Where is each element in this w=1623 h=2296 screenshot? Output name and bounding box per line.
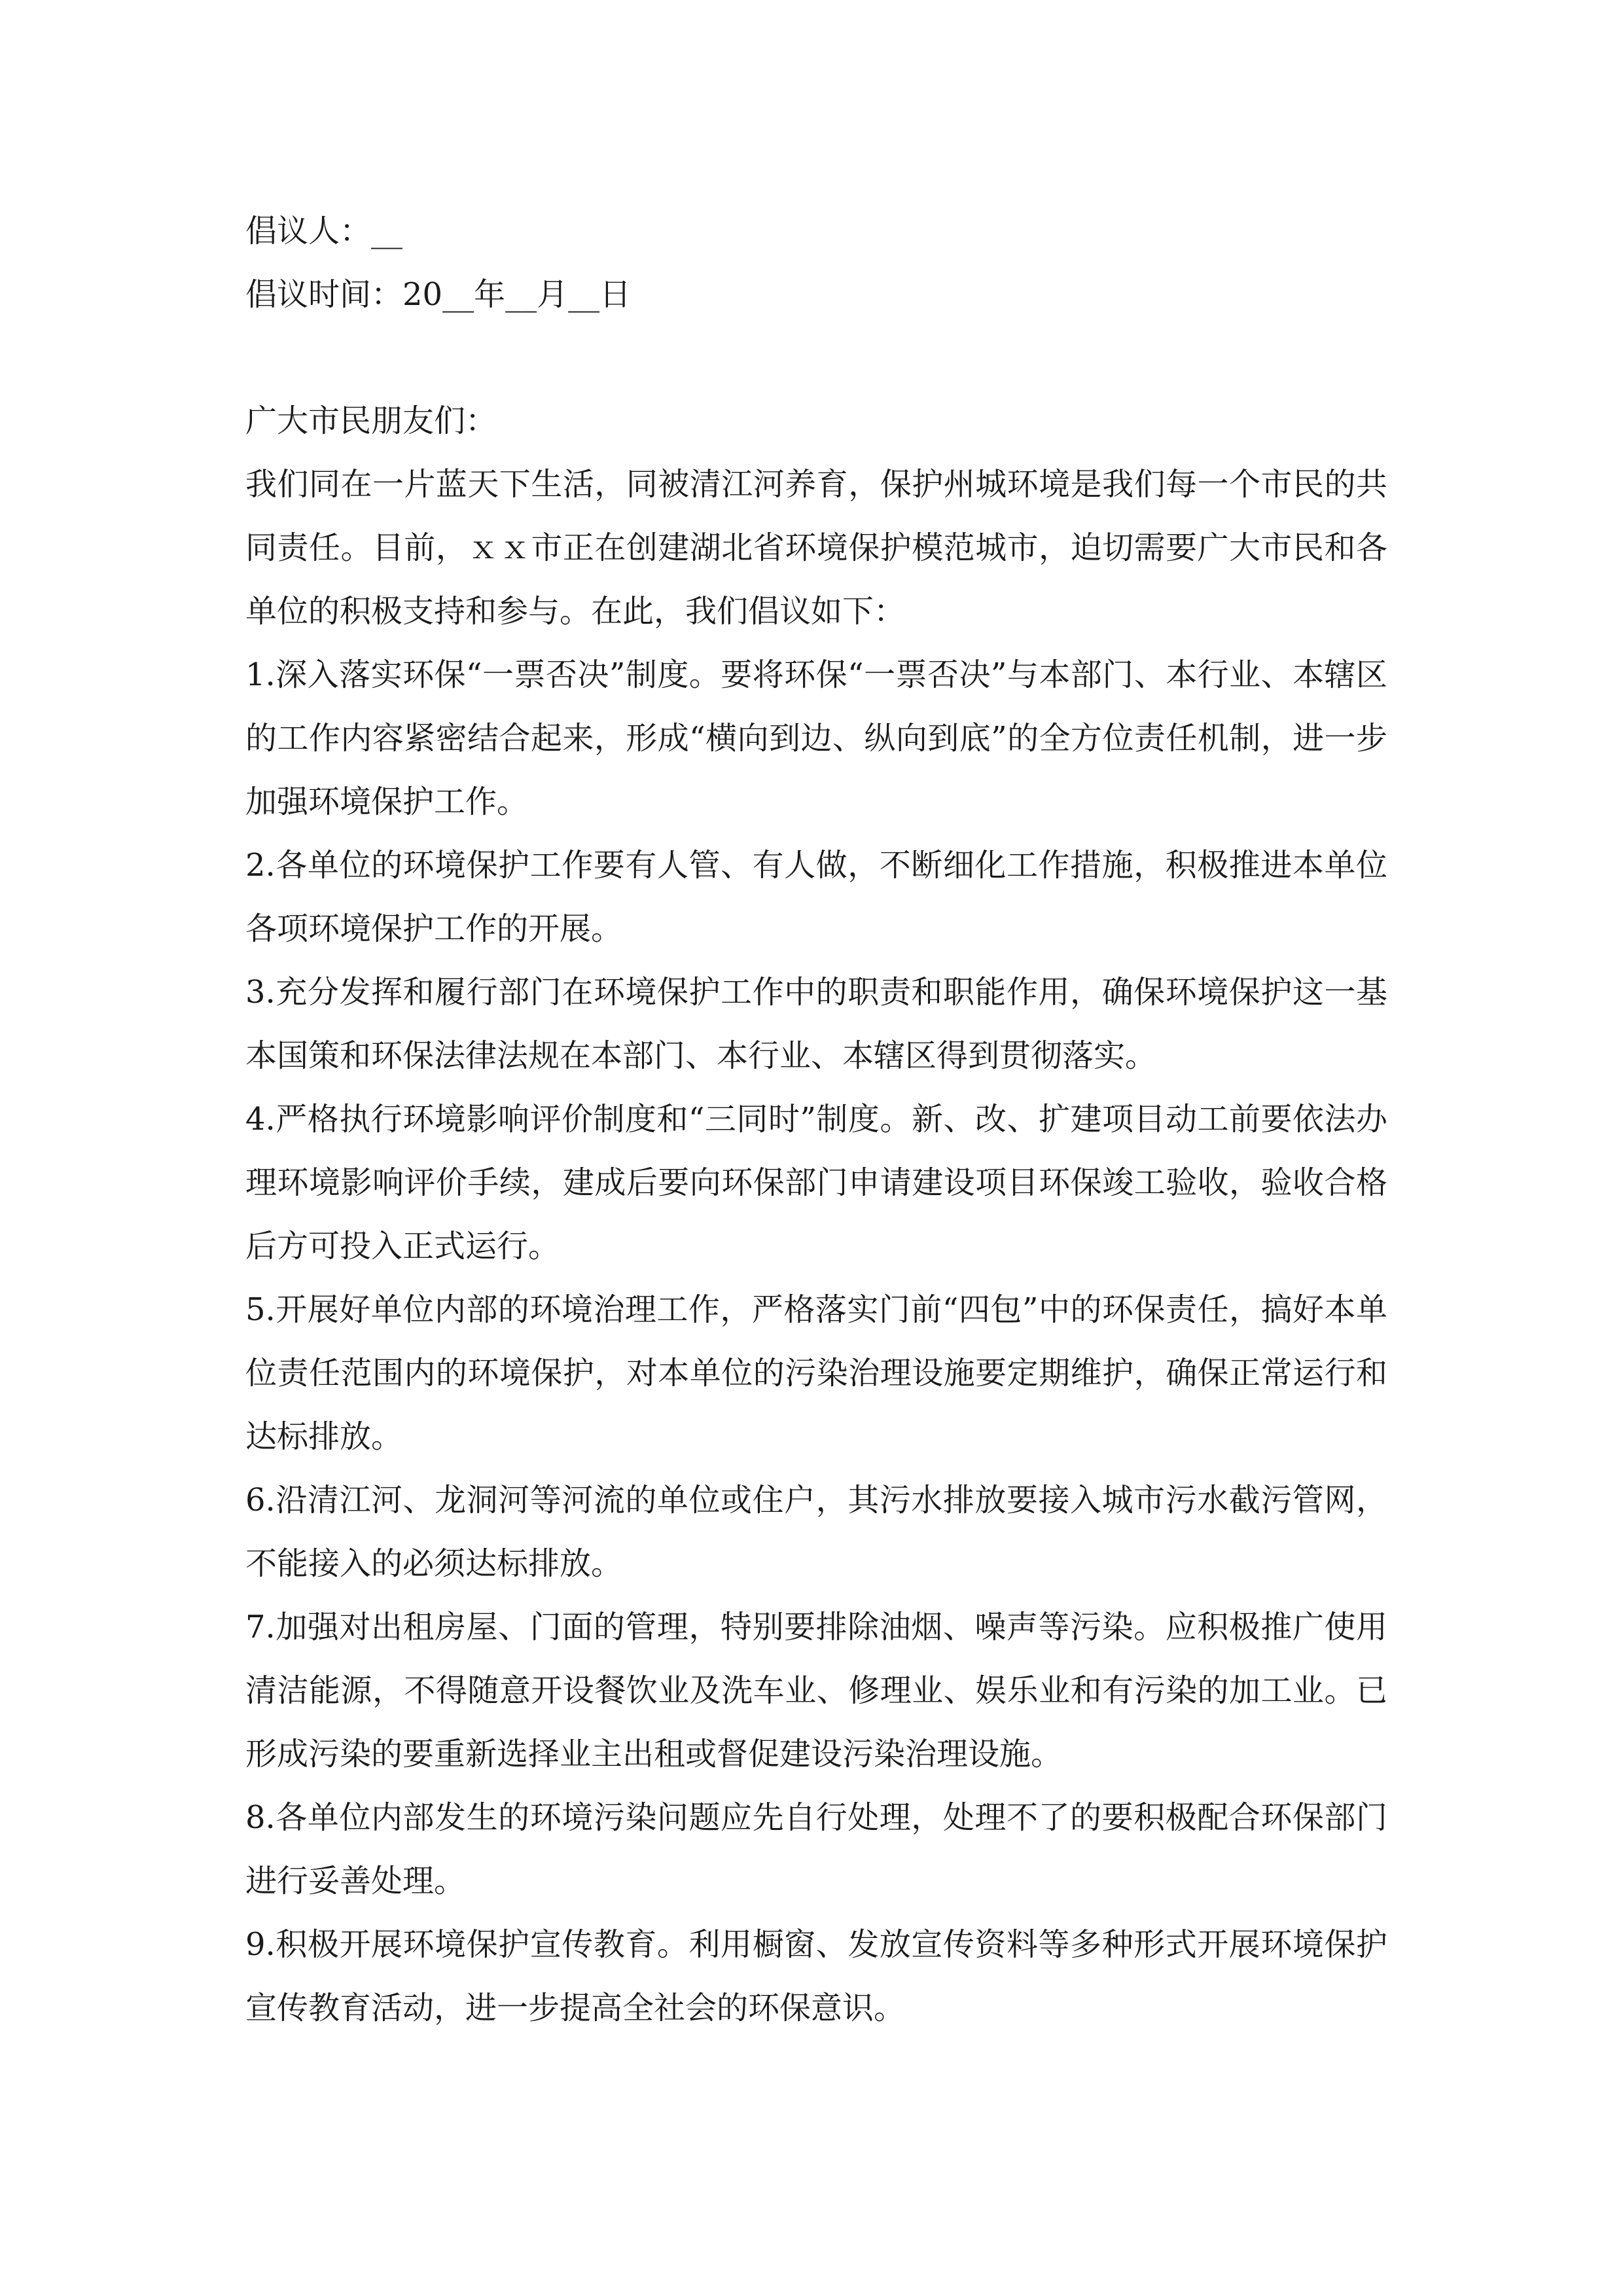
proposal-item-3: 3.充分发挥和履行部门在环境保护工作中的职责和职能作用，确保环境保护这一基本国策和环保法律法规在本部门、本行业、本辖区得到贯彻落实。 — [245, 974, 1387, 1074]
salutation: 广大市民朋友们： — [245, 403, 497, 439]
proposal-body — [245, 389, 1387, 2040]
proposer-line: 倡议人：__ — [245, 213, 403, 249]
proposal-item-9: 9.积极开展环境保护宣传教育。利用橱窗、发放宣传资料等多种形式开展环境保护宣传教育活动，进一步提高全社会的环保意识。 — [245, 1926, 1387, 2026]
proposal-header — [245, 200, 1387, 327]
proposal-item-2: 2.各单位的环境保护工作要有人管、有人做，不断细化工作措施，积极推进本单位各项环境保护工作的开展。 — [245, 847, 1387, 947]
proposal-item-4: 4.严格执行环境影响评价制度和“三同时”制度。新、改、扩建项目动工前要依法办理环境影响评价手续，建成后要向环保部门申请建设项目环保竣工验收，验收合格后方可投入正式运行。 — [245, 1101, 1387, 1265]
proposal-time-line: 倡议时间：20__年__月__日 — [245, 276, 632, 313]
intro-paragraph: 我们同在一片蓝天下生活，同被清江河养育，保护州城环境是我们每一个市民的共同责任。目前，ｘｘ市正在创建湖北省环境保护模范城市，迫切需要广大市民和各单位的积极支持和参与。在此，我们倡议如下： — [245, 466, 1387, 630]
proposal-item-5: 5.开展好单位内部的环境治理工作，严格落实门前“四包”中的环保责任，搞好本单位责任范围内的环境保护，对本单位的污染治理设施要定期维护，确保正常运行和达标排放。 — [245, 1291, 1387, 1455]
proposal-item-1: 1.深入落实环保“一票否决”制度。要将环保“一票否决”与本部门、本行业、本辖区的工作内容紧密结合起来，形成“横向到边、纵向到底”的全方位责任机制，进一步加强环境保护工作。 — [245, 656, 1387, 820]
proposal-item-6: 6.沿清江河、龙洞河等河流的单位或住户，其污水排放要接入城市污水截污管网，不能接入的必须达标排放。 — [245, 1482, 1387, 1582]
proposal-item-8: 8.各单位内部发生的环境污染问题应先自行处理，处理不了的要积极配合环保部门进行妥善处理。 — [245, 1799, 1387, 1899]
proposal-item-7: 7.加强对出租房屋、门面的管理，特别要排除油烟、噪声等污染。应积极推广使用清洁能源，不得随意开设餐饮业及洗车业、修理业、娱乐业和有污染的加工业。已形成污染的要重新选择业主出租或督促建设污染治理设施。 — [245, 1609, 1387, 1772]
